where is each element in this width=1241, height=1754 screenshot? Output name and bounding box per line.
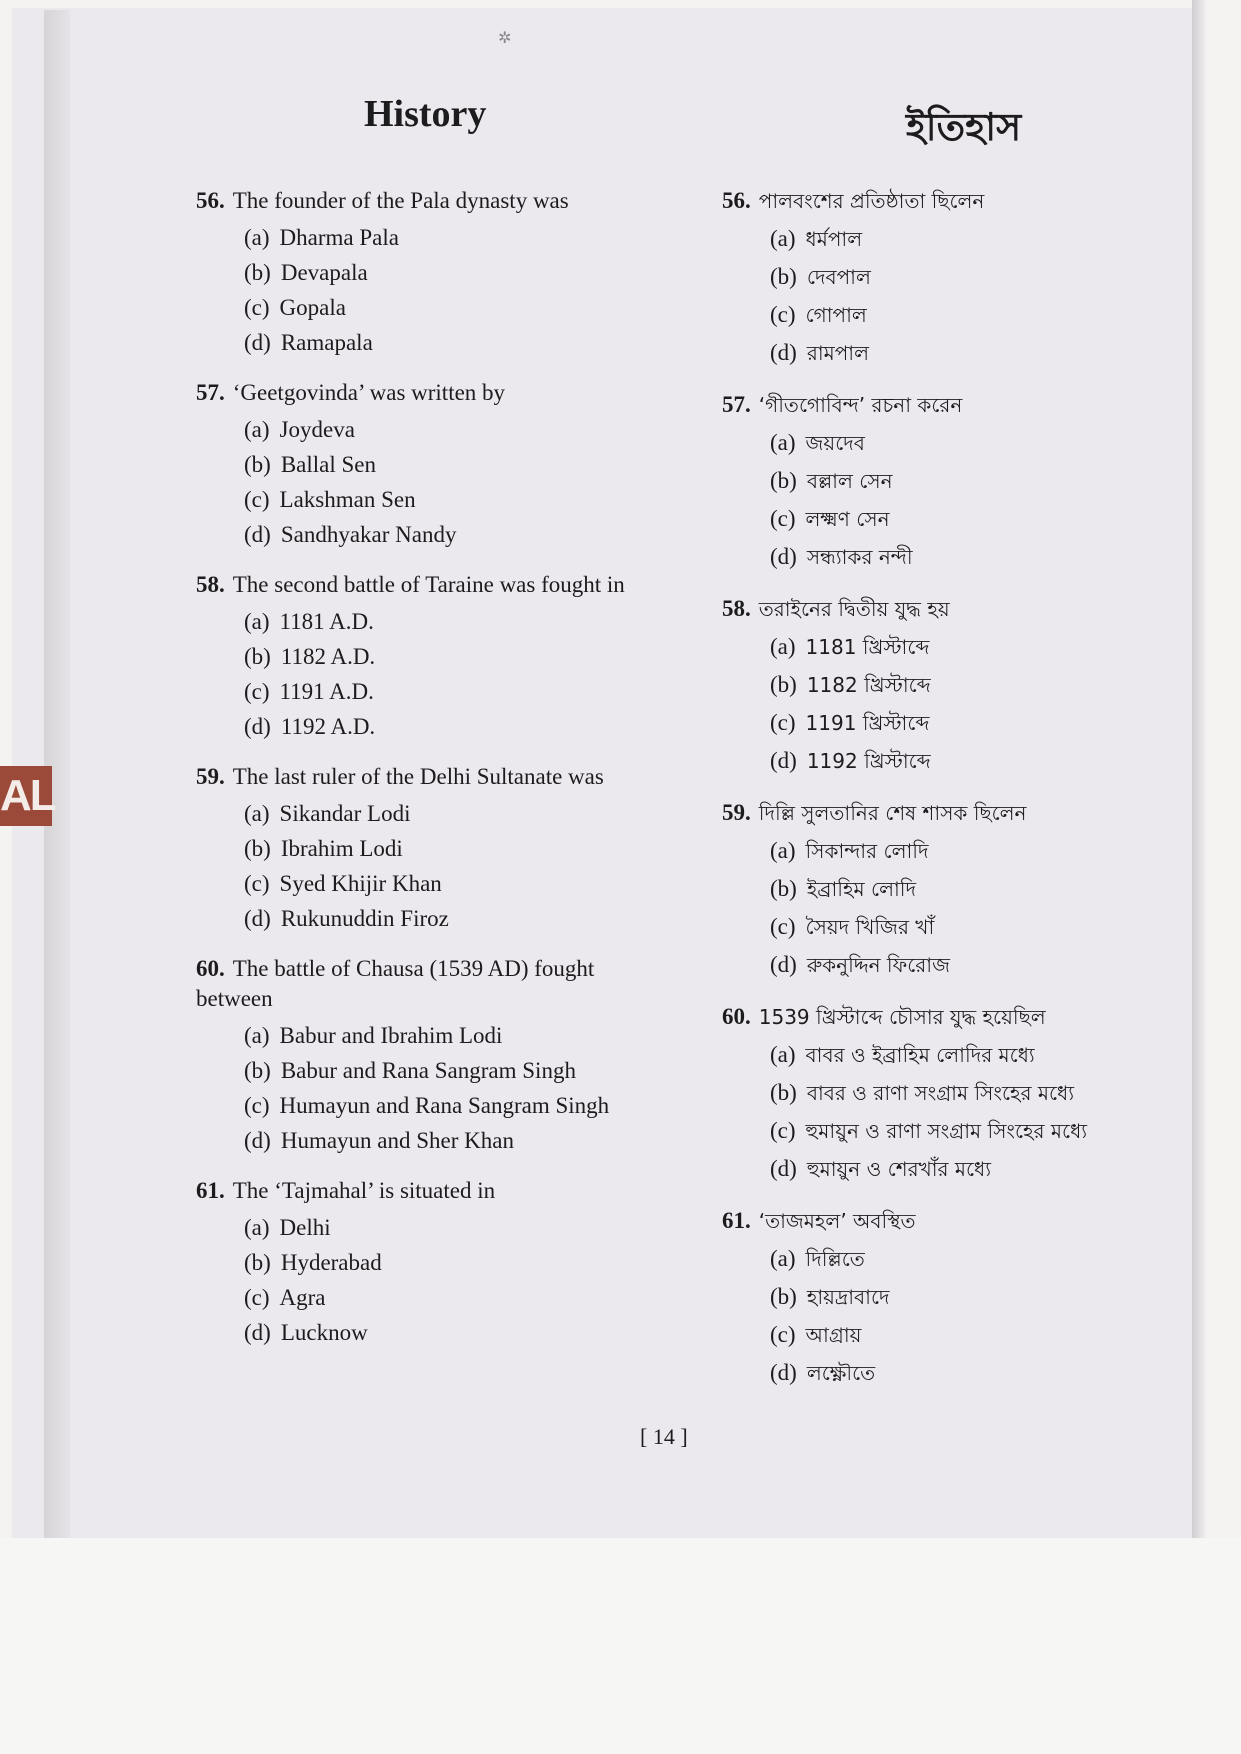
page-title-bengali: ইতিহাস: [906, 105, 1022, 149]
option-label: (b): [244, 836, 271, 861]
option-label: (a): [770, 430, 796, 455]
option-text: সৈয়দ খিজির খাঁ: [805, 915, 935, 939]
option-label: (a): [244, 1023, 270, 1048]
option-label: (d): [244, 714, 271, 739]
option-text: Sandhyakar Nandy: [280, 522, 457, 547]
answer-option: [770, 1316, 1142, 1354]
answer-option: [770, 742, 1142, 780]
question-text: The ‘Tajmahal’ is situated in: [232, 1178, 496, 1203]
question: [722, 594, 1142, 780]
question: [196, 570, 656, 744]
answer-option: [244, 866, 656, 901]
options-list: [770, 832, 1142, 984]
answer-option: [244, 1088, 656, 1123]
question-stem: [722, 186, 1142, 216]
option-text: Delhi: [279, 1215, 331, 1240]
answer-option: [770, 946, 1142, 984]
question: [196, 378, 656, 552]
option-label: (a): [244, 609, 270, 634]
question-stem: [722, 1002, 1142, 1032]
answer-option: [770, 704, 1142, 742]
page-title-english: History: [364, 93, 487, 135]
question: [196, 186, 656, 360]
option-text: রুকনুদ্দিন ফিরোজ: [806, 953, 950, 977]
option-label: (d): [770, 544, 797, 569]
answer-option: [244, 709, 656, 744]
option-label: (b): [244, 1250, 271, 1275]
option-label: (b): [244, 452, 271, 477]
answer-option: [770, 296, 1142, 334]
question-number: 60.: [196, 956, 225, 981]
page-edge-shadow: [1192, 0, 1206, 1540]
option-label: (c): [244, 1093, 270, 1118]
answer-option: [244, 1210, 656, 1245]
option-text: ইব্রাহিম লোদি: [806, 877, 916, 901]
option-label: (a): [770, 1246, 796, 1271]
answer-option: [244, 639, 656, 674]
option-label: (d): [770, 1360, 797, 1385]
question-text: The second battle of Taraine was fought in: [232, 572, 625, 597]
question-text: ‘গীতগোবিন্দ’ রচনা করেন: [758, 393, 963, 417]
option-label: (a): [244, 225, 270, 250]
question-number: 57.: [722, 392, 751, 417]
option-label: (c): [244, 295, 270, 320]
answer-option: [770, 1278, 1142, 1316]
question-number: 58.: [196, 572, 225, 597]
options-list: [244, 604, 656, 744]
answer-option: [770, 500, 1142, 538]
option-text: Rukunuddin Firoz: [280, 906, 449, 931]
option-text: 1181 A.D.: [279, 609, 374, 634]
option-text: Dharma Pala: [279, 225, 399, 250]
option-label: (a): [770, 838, 796, 863]
option-label: (c): [770, 914, 796, 939]
option-label: (c): [770, 506, 796, 531]
answer-option: [244, 412, 656, 447]
question: [196, 954, 656, 1158]
option-label: (d): [770, 952, 797, 977]
answer-option: [244, 1018, 656, 1053]
option-text: Babur and Rana Sangram Singh: [280, 1058, 576, 1083]
option-text: হায়দ্রাবাদে: [806, 1285, 890, 1309]
answer-option: [244, 325, 656, 360]
ornament: ✲: [498, 30, 512, 47]
option-text: Lakshman Sen: [279, 487, 416, 512]
answer-option: [244, 1053, 656, 1088]
answer-option: [770, 1036, 1142, 1074]
answer-option: [770, 1354, 1142, 1392]
answer-option: [244, 604, 656, 639]
answer-option: [770, 258, 1142, 296]
option-text: রামপাল: [806, 341, 870, 365]
answer-option: [770, 220, 1142, 258]
options-list: [244, 1210, 656, 1350]
option-text: Agra: [279, 1285, 326, 1310]
option-text: 1181 খ্রিস্টাব্দে: [805, 635, 930, 659]
answer-option: [770, 334, 1142, 372]
question-number: 61.: [722, 1208, 751, 1233]
question-number: 59.: [196, 764, 225, 789]
option-text: হুমায়ুন ও শেরখাঁর মধ্যে: [806, 1157, 992, 1181]
question-text: পালবংশের প্রতিষ্ঠাতা ছিলেন: [758, 189, 985, 213]
option-text: 1192 খ্রিস্টাব্দে: [806, 749, 931, 773]
option-label: (a): [770, 1042, 796, 1067]
question-text: The battle of Chausa (1539 AD) fought between: [196, 956, 595, 1011]
question-number: 59.: [722, 800, 751, 825]
options-list: [770, 1036, 1142, 1188]
option-text: Ramapala: [280, 330, 373, 355]
bengali-column: [722, 186, 1142, 1410]
option-label: (c): [244, 871, 270, 896]
option-text: গোপাল: [805, 303, 867, 327]
question: [722, 1206, 1142, 1392]
answer-option: [244, 447, 656, 482]
answer-option: [244, 482, 656, 517]
question-number: 58.: [722, 596, 751, 621]
option-text: লক্ষ্ণৌতে: [806, 1361, 876, 1385]
option-text: 1191 খ্রিস্টাব্দে: [805, 711, 930, 735]
question-stem: [722, 1206, 1142, 1236]
option-label: (b): [770, 1080, 797, 1105]
option-text: বাবর ও রাণা সংগ্রাম সিংহের মধ্যে: [806, 1081, 1075, 1105]
question-stem: [196, 762, 656, 792]
option-label: (d): [770, 748, 797, 773]
option-text: বল্লাল সেন: [806, 469, 893, 493]
option-text: 1182 খ্রিস্টাব্দে: [806, 673, 931, 697]
option-label: (d): [244, 1128, 271, 1153]
option-label: (a): [244, 801, 270, 826]
scanner-bed: [0, 1538, 1241, 1754]
question-stem: [196, 378, 656, 408]
answer-option: [244, 1245, 656, 1280]
option-label: (c): [770, 1118, 796, 1143]
option-label: (c): [770, 302, 796, 327]
option-label: (b): [244, 644, 271, 669]
option-text: Gopala: [279, 295, 346, 320]
option-label: (b): [770, 672, 797, 697]
option-label: (d): [244, 1320, 271, 1345]
question-stem: [722, 594, 1142, 624]
options-list: [770, 1240, 1142, 1392]
question-text: তরাইনের দ্বিতীয় যুদ্ধ হয়: [758, 597, 950, 621]
answer-option: [244, 901, 656, 936]
option-label: (a): [244, 1215, 270, 1240]
answer-option: [770, 628, 1142, 666]
answer-option: [244, 1280, 656, 1315]
question: [722, 186, 1142, 372]
options-list: [244, 796, 656, 936]
question: [196, 762, 656, 936]
option-text: Humayun and Rana Sangram Singh: [279, 1093, 610, 1118]
option-text: 1191 A.D.: [279, 679, 374, 704]
question-stem: [722, 798, 1142, 828]
question-stem: [722, 390, 1142, 420]
answer-option: [770, 1240, 1142, 1278]
option-label: (c): [244, 487, 270, 512]
question-stem: [196, 1176, 656, 1206]
option-text: বাবর ও ইব্রাহিম লোদির মধ্যে: [805, 1043, 1035, 1067]
option-label: (c): [244, 679, 270, 704]
option-text: Joydeva: [279, 417, 355, 442]
option-text: 1182 A.D.: [280, 644, 376, 669]
option-label: (d): [244, 906, 271, 931]
answer-option: [244, 1123, 656, 1158]
question-stem: [196, 570, 656, 600]
options-list: [770, 424, 1142, 576]
option-label: (b): [770, 876, 797, 901]
answer-option: [244, 796, 656, 831]
answer-option: [244, 1315, 656, 1350]
answer-option: [244, 290, 656, 325]
option-label: (d): [244, 330, 271, 355]
options-list: [770, 628, 1142, 780]
question-number: 56.: [196, 188, 225, 213]
option-label: (c): [770, 710, 796, 735]
option-text: Humayun and Sher Khan: [280, 1128, 514, 1153]
option-text: হুমায়ুন ও রাণা সংগ্রাম সিংহের মধ্যে: [805, 1119, 1088, 1143]
question-text: The founder of the Pala dynasty was: [232, 188, 569, 213]
option-label: (d): [770, 340, 797, 365]
option-label: (a): [770, 634, 796, 659]
question: [196, 1176, 656, 1350]
options-list: [770, 220, 1142, 372]
option-label: (d): [770, 1156, 797, 1181]
option-text: Sikandar Lodi: [279, 801, 411, 826]
option-text: Lucknow: [280, 1320, 368, 1345]
answer-option: [770, 462, 1142, 500]
question-text: ‘তাজমহল’ অবস্থিত: [758, 1209, 916, 1233]
option-text: দিল্লিতে: [805, 1247, 865, 1271]
answer-option: [770, 424, 1142, 462]
question: [722, 798, 1142, 984]
answer-option: [244, 220, 656, 255]
answer-option: [770, 870, 1142, 908]
option-text: সন্ধ্যাকর নন্দী: [806, 545, 913, 569]
option-text: Syed Khijir Khan: [279, 871, 442, 896]
answer-option: [770, 908, 1142, 946]
option-text: সিকান্দার লোদি: [805, 839, 929, 863]
question-text: দিল্লি সুলতানির শেষ শাসক ছিলেন: [758, 801, 1027, 825]
answer-option: [770, 1112, 1142, 1150]
answer-option: [244, 674, 656, 709]
option-label: (a): [244, 417, 270, 442]
answer-option: [770, 538, 1142, 576]
options-list: [244, 220, 656, 360]
option-label: (b): [770, 1284, 797, 1309]
option-text: ধর্মপাল: [805, 227, 863, 251]
question-stem: [196, 954, 656, 1014]
option-text: Hyderabad: [280, 1250, 382, 1275]
answer-option: [770, 666, 1142, 704]
answer-option: [244, 255, 656, 290]
question-number: 57.: [196, 380, 225, 405]
option-text: 1192 A.D.: [280, 714, 376, 739]
question-text: The last ruler of the Delhi Sultanate was: [232, 764, 604, 789]
english-column: [196, 186, 656, 1368]
question: [722, 390, 1142, 576]
answer-option: [770, 1074, 1142, 1112]
question-stem: [196, 186, 656, 216]
option-text: Devapala: [280, 260, 368, 285]
option-text: জয়দেব: [805, 431, 865, 455]
answer-option: [244, 831, 656, 866]
option-text: দেবপাল: [806, 265, 871, 289]
option-label: (b): [244, 260, 271, 285]
question-number: 56.: [722, 188, 751, 213]
section-side-tab: AL: [0, 766, 52, 826]
option-text: Ibrahim Lodi: [280, 836, 403, 861]
option-text: লক্ষ্মণ সেন: [805, 507, 890, 531]
option-label: (d): [244, 522, 271, 547]
page-number: [ 14 ]: [640, 1424, 688, 1449]
answer-option: [770, 1150, 1142, 1188]
option-label: (b): [770, 468, 797, 493]
answer-option: [244, 517, 656, 552]
option-label: (b): [244, 1058, 271, 1083]
options-list: [244, 1018, 656, 1158]
option-label: (c): [244, 1285, 270, 1310]
question: [722, 1002, 1142, 1188]
option-label: (a): [770, 226, 796, 251]
option-text: আগ্রায়: [805, 1323, 862, 1347]
question-number: 61.: [196, 1178, 225, 1203]
option-label: (b): [770, 264, 797, 289]
option-label: (c): [770, 1322, 796, 1347]
answer-option: [770, 832, 1142, 870]
question-number: 60.: [722, 1004, 751, 1029]
option-text: Ballal Sen: [280, 452, 377, 477]
question-text: ‘Geetgovinda’ was written by: [232, 380, 506, 405]
question-text: 1539 খ্রিস্টাব্দে চৌসার যুদ্ধ হয়েছিল: [758, 1005, 1046, 1029]
options-list: [244, 412, 656, 552]
option-text: Babur and Ibrahim Lodi: [279, 1023, 503, 1048]
